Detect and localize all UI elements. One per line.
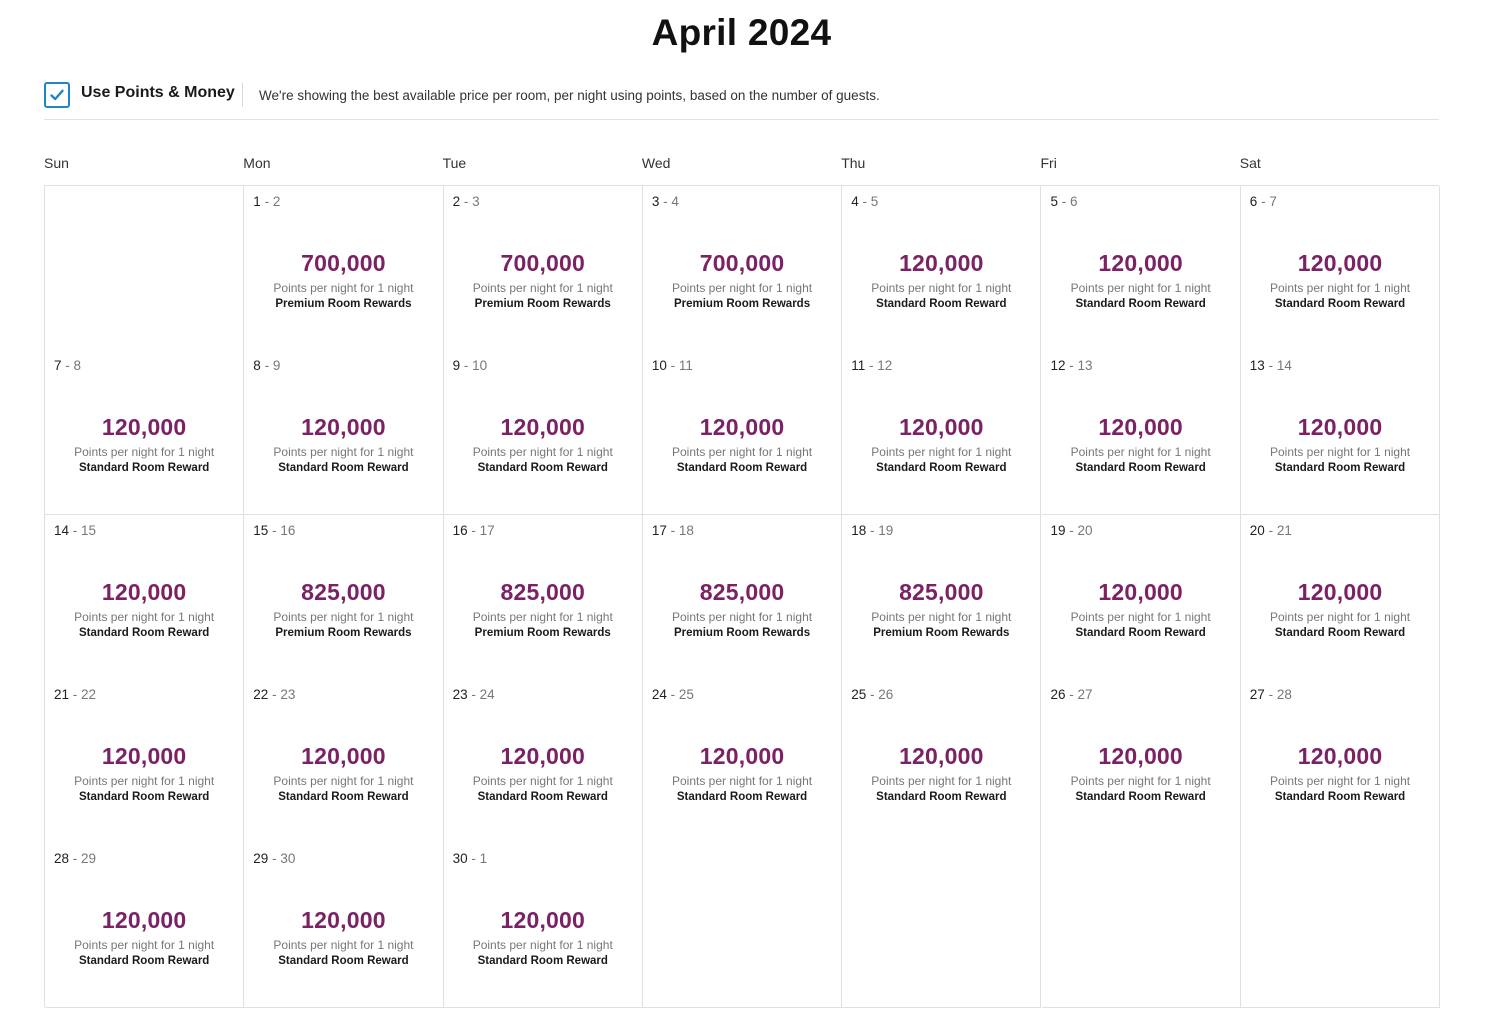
- room-type: Premium Room Rewards: [474, 298, 611, 310]
- check-in-date: 12: [1050, 358, 1066, 373]
- check-out-date: 23: [280, 687, 296, 702]
- check-out-date: 25: [678, 687, 694, 702]
- calendar-day-cell[interactable]: [1042, 186, 1241, 351]
- calendar-day-cell[interactable]: [1241, 350, 1441, 515]
- weekday-tue: Tue: [442, 155, 467, 171]
- calendar-day-cell[interactable]: [842, 350, 1041, 515]
- date-range: 13 - 14: [1249, 358, 1292, 373]
- per-night-label: Points per night for 1 night: [671, 445, 813, 459]
- points-price: 120,000: [1098, 414, 1183, 440]
- per-night-label: Points per night for 1 night: [74, 938, 215, 952]
- date-range: 4 - 5: [851, 194, 879, 209]
- calendar-day-cell[interactable]: [1241, 515, 1441, 680]
- per-night-label: Points per night for 1 night: [74, 774, 215, 788]
- checkmark-icon: [49, 87, 65, 103]
- points-price: 120,000: [1098, 579, 1183, 605]
- points-and-money-bar: [44, 81, 1439, 120]
- check-in-date: 16: [452, 523, 468, 538]
- check-out-date: 6: [1070, 194, 1078, 209]
- date-range: 15 - 16: [253, 523, 296, 538]
- points-price: 120,000: [699, 414, 785, 440]
- room-type: Standard Room Reward: [78, 791, 210, 803]
- check-out-date: 22: [81, 687, 97, 702]
- check-in-date: 26: [1050, 687, 1066, 702]
- room-type: Standard Room Reward: [876, 462, 1007, 474]
- check-out-date: 18: [678, 523, 694, 538]
- date-range: 5 - 6: [1050, 194, 1078, 209]
- divider: [242, 83, 243, 107]
- room-type: Premium Room Rewards: [873, 627, 1010, 639]
- date-range: 23 - 24: [452, 687, 495, 702]
- check-out-date: 10: [472, 358, 488, 373]
- check-out-date: 7: [1269, 194, 1277, 209]
- weekday-header: [44, 155, 1439, 175]
- room-type: Standard Room Reward: [1274, 462, 1406, 474]
- room-type: Premium Room Rewards: [275, 298, 412, 310]
- date-range: 10 - 11: [651, 358, 693, 373]
- date-range: 19 - 20: [1050, 523, 1093, 538]
- per-night-label: Points per night for 1 night: [74, 610, 215, 624]
- per-night-label: Points per night for 1 night: [1270, 281, 1411, 295]
- check-out-date: 2: [272, 194, 281, 209]
- calendar-day-cell[interactable]: [842, 679, 1041, 844]
- per-night-label: Points per night for 1 night: [1070, 610, 1211, 624]
- calendar-day-cell[interactable]: [444, 843, 643, 1008]
- date-range: 12 - 13: [1050, 358, 1093, 373]
- per-night-label: Points per night for 1 night: [671, 281, 813, 295]
- room-type: Standard Room Reward: [1075, 791, 1206, 803]
- room-type: Standard Room Reward: [78, 955, 210, 967]
- check-in-date: 20: [1249, 523, 1265, 538]
- room-type: Standard Room Reward: [876, 298, 1007, 310]
- calendar-day-cell[interactable]: [842, 186, 1041, 351]
- points-price: 120,000: [1297, 250, 1383, 276]
- points-price: 120,000: [1098, 743, 1183, 769]
- calendar-day-cell[interactable]: [45, 350, 244, 515]
- per-night-label: Points per night for 1 night: [871, 281, 1012, 295]
- points-price: 700,000: [500, 250, 586, 276]
- check-in-date: 5: [1050, 194, 1059, 209]
- check-in-date: 15: [253, 523, 269, 538]
- points-price: 825,000: [500, 579, 586, 605]
- per-night-label: Points per night for 1 night: [472, 774, 613, 788]
- weekday-wed: Wed: [641, 155, 671, 171]
- points-price: 120,000: [899, 414, 984, 440]
- check-in-date: 14: [54, 523, 70, 538]
- per-night-label: Points per night for 1 night: [74, 445, 215, 459]
- check-in-date: 23: [452, 687, 468, 702]
- check-out-date: 24: [479, 687, 495, 702]
- check-out-date: 16: [280, 523, 296, 538]
- date-range: 1 - 2: [253, 194, 281, 209]
- calendar-day-cell[interactable]: [643, 515, 842, 680]
- room-type: Standard Room Reward: [1274, 627, 1406, 639]
- per-night-label: Points per night for 1 night: [273, 774, 414, 788]
- room-type: Standard Room Reward: [278, 955, 409, 967]
- date-range: 2 - 3: [452, 194, 480, 209]
- calendar-day-cell[interactable]: [244, 843, 443, 1008]
- empty-day-cell: [842, 843, 1041, 1008]
- date-range: 11 - 12: [851, 358, 893, 373]
- room-type: Standard Room Reward: [477, 462, 608, 474]
- per-night-label: Points per night for 1 night: [871, 610, 1012, 624]
- points-price: 120,000: [500, 414, 586, 440]
- points-price: 120,000: [101, 579, 187, 605]
- check-out-date: 20: [1077, 523, 1093, 538]
- check-in-date: 25: [851, 687, 867, 702]
- check-out-date: 27: [1077, 687, 1093, 702]
- per-night-label: Points per night for 1 night: [472, 938, 613, 952]
- check-in-date: 29: [253, 851, 269, 866]
- check-in-date: 21: [54, 687, 70, 702]
- check-out-date: 11: [678, 358, 693, 373]
- points-price: 120,000: [699, 743, 785, 769]
- check-in-date: 10: [651, 358, 667, 373]
- per-night-label: Points per night for 1 night: [671, 610, 813, 624]
- empty-day-cell: [1042, 843, 1241, 1008]
- per-night-label: Points per night for 1 night: [273, 281, 414, 295]
- per-night-label: Points per night for 1 night: [1070, 445, 1211, 459]
- date-range: 6 - 7: [1249, 194, 1277, 209]
- per-night-label: Points per night for 1 night: [273, 938, 414, 952]
- calendar-day-cell[interactable]: [45, 515, 244, 680]
- check-in-date: 2: [452, 194, 461, 209]
- per-night-label: Points per night for 1 night: [273, 445, 414, 459]
- date-range: 20 - 21: [1249, 523, 1292, 538]
- check-in-date: 6: [1249, 194, 1258, 209]
- check-in-date: 27: [1249, 687, 1265, 702]
- per-night-label: Points per night for 1 night: [671, 774, 813, 788]
- points-description: We're showing the best available price per room, per night using points, based on the number of guests.: [259, 88, 880, 103]
- points-price: 120,000: [899, 250, 984, 276]
- check-in-date: 22: [253, 687, 269, 702]
- check-in-date: 24: [651, 687, 667, 702]
- date-range: 30 - 1: [452, 851, 488, 866]
- calendar-day-cell[interactable]: [1042, 679, 1241, 844]
- calendar-grid: [44, 185, 1439, 1007]
- per-night-label: Points per night for 1 night: [472, 281, 613, 295]
- calendar-day-cell[interactable]: [643, 350, 842, 515]
- calendar-day-cell[interactable]: [444, 186, 643, 351]
- room-type: Standard Room Reward: [676, 462, 808, 474]
- date-range: 7 - 8: [54, 358, 82, 373]
- calendar-day-cell[interactable]: [1042, 350, 1241, 515]
- points-price: 120,000: [1297, 579, 1383, 605]
- date-range: 28 - 29: [54, 851, 97, 866]
- check-in-date: 9: [452, 358, 461, 373]
- points-price: 120,000: [301, 907, 386, 933]
- check-in-date: 17: [651, 523, 667, 538]
- room-type: Premium Room Rewards: [673, 298, 811, 310]
- per-night-label: Points per night for 1 night: [871, 774, 1012, 788]
- weekday-sat: Sat: [1239, 155, 1261, 171]
- check-in-date: 11: [851, 358, 866, 373]
- room-type: Standard Room Reward: [1274, 791, 1406, 803]
- check-in-date: 19: [1050, 523, 1066, 538]
- points-price: 120,000: [101, 907, 187, 933]
- per-night-label: Points per night for 1 night: [871, 445, 1012, 459]
- check-in-date: 3: [651, 194, 660, 209]
- date-range: 9 - 10: [452, 358, 488, 373]
- check-out-date: 15: [81, 523, 97, 538]
- check-out-date: 29: [81, 851, 97, 866]
- weekday-mon: Mon: [243, 155, 271, 171]
- per-night-label: Points per night for 1 night: [1270, 774, 1411, 788]
- weekday-sun: Sun: [44, 155, 69, 171]
- points-price: 120,000: [500, 743, 586, 769]
- date-range: 17 - 18: [651, 523, 694, 538]
- calendar-day-cell[interactable]: [842, 515, 1041, 680]
- check-out-date: 1: [479, 851, 488, 866]
- room-type: Standard Room Reward: [477, 791, 608, 803]
- calendar-day-cell[interactable]: [244, 350, 443, 515]
- points-price: 120,000: [1297, 743, 1383, 769]
- points-price: 120,000: [301, 743, 386, 769]
- room-type: Standard Room Reward: [676, 791, 808, 803]
- check-out-date: 4: [671, 194, 679, 209]
- check-out-date: 12: [877, 358, 893, 373]
- calendar-day-cell[interactable]: [1042, 515, 1241, 680]
- calendar-day-cell[interactable]: [244, 679, 443, 844]
- per-night-label: Points per night for 1 night: [1070, 774, 1211, 788]
- check-out-date: 21: [1276, 523, 1292, 538]
- date-range: 24 - 25: [651, 687, 694, 702]
- calendar-day-cell[interactable]: [643, 679, 842, 844]
- check-in-date: 7: [54, 358, 62, 373]
- date-range: 26 - 27: [1050, 687, 1093, 702]
- weekday-thu: Thu: [841, 155, 866, 171]
- points-price: 825,000: [699, 579, 785, 605]
- use-points-money-checkbox[interactable]: [44, 82, 70, 108]
- check-in-date: 18: [851, 523, 867, 538]
- calendar-day-cell[interactable]: [1241, 679, 1441, 844]
- check-out-date: 9: [272, 358, 281, 373]
- room-type: Standard Room Reward: [1075, 298, 1206, 310]
- room-type: Standard Room Reward: [278, 791, 409, 803]
- check-in-date: 13: [1249, 358, 1265, 373]
- page-title: April 2024: [651, 12, 832, 53]
- room-type: Standard Room Reward: [1075, 627, 1206, 639]
- calendar-day-cell[interactable]: [444, 679, 643, 844]
- check-out-date: 30: [280, 851, 296, 866]
- date-range: 8 - 9: [253, 358, 281, 373]
- date-range: 22 - 23: [253, 687, 296, 702]
- calendar-day-cell[interactable]: [244, 186, 443, 351]
- calendar-day-cell[interactable]: [444, 350, 643, 515]
- room-type: Standard Room Reward: [278, 462, 409, 474]
- check-out-date: 19: [878, 523, 894, 538]
- per-night-label: Points per night for 1 night: [472, 445, 613, 459]
- date-range: 16 - 17: [452, 523, 495, 538]
- calendar-day-cell[interactable]: [244, 515, 443, 680]
- check-out-date: 17: [479, 523, 495, 538]
- per-night-label: Points per night for 1 night: [1270, 610, 1411, 624]
- date-range: 29 - 30: [253, 851, 296, 866]
- room-type: Premium Room Rewards: [275, 627, 412, 639]
- check-out-date: 26: [878, 687, 894, 702]
- date-range: 14 - 15: [54, 523, 97, 538]
- per-night-label: Points per night for 1 night: [1070, 281, 1211, 295]
- empty-day-cell: [1241, 843, 1441, 1008]
- check-out-date: 28: [1276, 687, 1292, 702]
- check-out-date: 13: [1077, 358, 1093, 373]
- check-in-date: 28: [54, 851, 70, 866]
- points-price: 120,000: [899, 743, 984, 769]
- room-type: Standard Room Reward: [78, 627, 210, 639]
- date-range: 18 - 19: [851, 523, 894, 538]
- room-type: Standard Room Reward: [1274, 298, 1406, 310]
- room-type: Standard Room Reward: [1075, 462, 1206, 474]
- use-points-money-label[interactable]: Use Points & Money: [81, 84, 235, 101]
- calendar-day-cell[interactable]: [45, 679, 244, 844]
- points-price: 120,000: [500, 907, 586, 933]
- per-night-label: Points per night for 1 night: [1270, 445, 1411, 459]
- empty-day-cell: [643, 843, 842, 1008]
- check-out-date: 5: [870, 194, 879, 209]
- points-price: 120,000: [101, 743, 187, 769]
- room-type: Standard Room Reward: [78, 462, 210, 474]
- weekday-fri: Fri: [1040, 155, 1057, 171]
- points-price: 120,000: [1297, 414, 1383, 440]
- room-type: Standard Room Reward: [477, 955, 608, 967]
- points-price: 120,000: [101, 414, 187, 440]
- points-price: 825,000: [899, 579, 984, 605]
- points-price: 700,000: [301, 250, 386, 276]
- check-in-date: 30: [452, 851, 468, 866]
- room-type: Standard Room Reward: [876, 791, 1007, 803]
- points-price: 825,000: [301, 579, 386, 605]
- per-night-label: Points per night for 1 night: [273, 610, 414, 624]
- points-price: 120,000: [1098, 250, 1183, 276]
- check-out-date: 8: [73, 358, 82, 373]
- check-out-date: 14: [1276, 358, 1292, 373]
- date-range: 27 - 28: [1249, 687, 1292, 702]
- room-type: Premium Room Rewards: [673, 627, 811, 639]
- empty-day-cell: [45, 186, 244, 351]
- calendar-day-cell[interactable]: [643, 186, 842, 351]
- date-range: 3 - 4: [651, 194, 679, 209]
- room-type: Premium Room Rewards: [474, 627, 611, 639]
- check-in-date: 4: [851, 194, 859, 209]
- date-range: 21 - 22: [54, 687, 97, 702]
- per-night-label: Points per night for 1 night: [472, 610, 613, 624]
- check-in-date: 8: [253, 358, 261, 373]
- calendar-day-cell[interactable]: [45, 843, 244, 1008]
- check-out-date: 3: [472, 194, 480, 209]
- date-range: 25 - 26: [851, 687, 894, 702]
- check-in-date: 1: [253, 194, 261, 209]
- calendar-day-cell[interactable]: [1241, 186, 1441, 351]
- calendar-day-cell[interactable]: [444, 515, 643, 680]
- points-price: 120,000: [301, 414, 386, 440]
- points-price: 700,000: [699, 250, 785, 276]
